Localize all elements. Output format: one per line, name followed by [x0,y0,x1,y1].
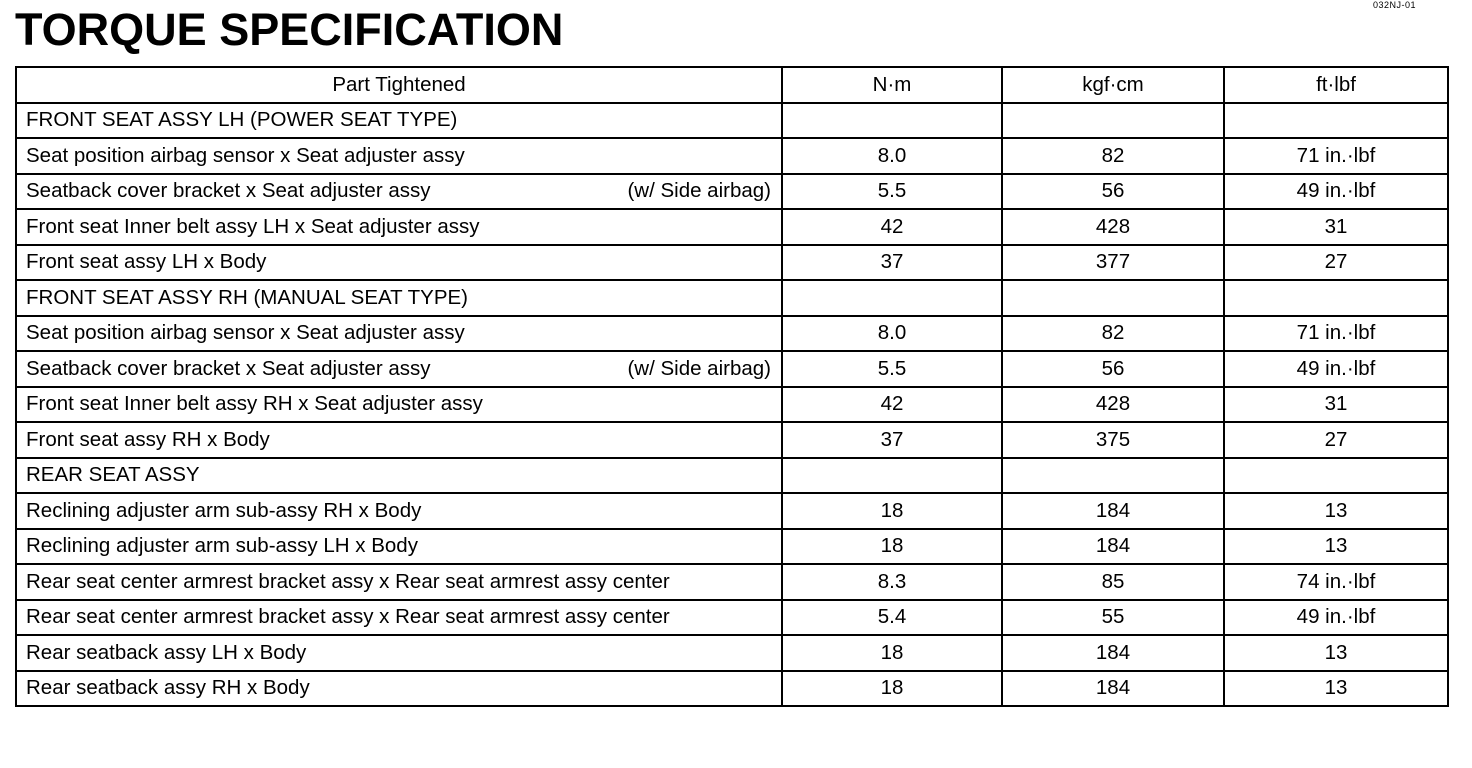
nm-cell: 8.0 [782,316,1002,352]
part-name: Reclining adjuster arm sub-assy LH x Body [26,534,418,558]
ft-lbf-cell: 27 [1224,245,1448,281]
kgf-cm-cell: 428 [1002,209,1224,245]
part-cell [16,671,782,707]
nm-cell: 37 [782,422,1002,458]
table-row [16,458,1448,494]
part-cell [16,316,782,352]
part-note: (w/ Side airbag) [627,179,771,203]
kgf-cm-cell: 184 [1002,529,1224,565]
nm-cell: 18 [782,635,1002,671]
document-code: 032NJ-01 [1373,0,1417,10]
torque-specification-table [15,66,1449,707]
ft-lbf-cell: 49 in.·lbf [1224,174,1448,210]
kgf-cm-cell [1002,103,1224,139]
nm-cell [782,103,1002,139]
kgf-cm-cell: 85 [1002,564,1224,600]
nm-cell: 42 [782,387,1002,423]
part-name: Front seat assy LH x Body [26,250,267,274]
table-row [16,387,1448,423]
part-cell [16,600,782,636]
part-cell [16,280,782,316]
ft-lbf-cell: 71 in.·lbf [1224,138,1448,174]
part-name: Rear seat center armrest bracket assy x Rear seat armrest assy center [26,605,670,629]
table-row [16,635,1448,671]
nm-cell [782,280,1002,316]
part-cell [16,564,782,600]
kgf-cm-cell: 82 [1002,316,1224,352]
table-header-row [16,67,1448,103]
part-cell [16,103,782,139]
kgf-cm-cell: 82 [1002,138,1224,174]
table-row [16,138,1448,174]
kgf-cm-cell: 377 [1002,245,1224,281]
ft-lbf-cell: 27 [1224,422,1448,458]
ft-lbf-cell [1224,458,1448,494]
ft-lbf-cell: 49 in.·lbf [1224,351,1448,387]
ft-lbf-cell [1224,280,1448,316]
part-cell [16,458,782,494]
nm-cell: 18 [782,671,1002,707]
kgf-cm-cell: 55 [1002,600,1224,636]
kgf-cm-cell: 56 [1002,351,1224,387]
part-cell [16,387,782,423]
part-cell [16,209,782,245]
nm-cell: 42 [782,209,1002,245]
table-row [16,174,1448,210]
part-name: FRONT SEAT ASSY LH (POWER SEAT TYPE) [26,108,458,132]
nm-cell: 18 [782,493,1002,529]
part-name: Front seat Inner belt assy RH x Seat adjuster assy [26,392,483,416]
part-cell [16,138,782,174]
part-name: Rear seatback assy RH x Body [26,676,310,700]
part-cell [16,493,782,529]
part-cell [16,635,782,671]
nm-cell [782,458,1002,494]
ft-lbf-cell: 13 [1224,529,1448,565]
part-name: Rear seat center armrest bracket assy x Rear seat armrest assy center [26,569,670,593]
nm-cell: 5.5 [782,351,1002,387]
part-cell [16,245,782,281]
nm-cell: 37 [782,245,1002,281]
part-name: Seat position airbag sensor x Seat adjuster assy [26,143,465,167]
part-name: FRONT SEAT ASSY RH (MANUAL SEAT TYPE) [26,285,469,309]
kgf-cm-cell: 56 [1002,174,1224,210]
ft-lbf-cell: 13 [1224,671,1448,707]
part-name: Seatback cover bracket x Seat adjuster assy [26,356,431,380]
part-name: Front seat Inner belt assy LH x Seat adjuster assy [26,214,480,238]
table-body [16,103,1448,707]
part-cell [16,174,782,210]
table-row [16,103,1448,139]
kgf-cm-cell: 375 [1002,422,1224,458]
table-row [16,280,1448,316]
part-note: (w/ Side airbag) [627,356,771,380]
table-row [16,564,1448,600]
kgf-cm-cell [1002,458,1224,494]
ft-lbf-cell: 74 in.·lbf [1224,564,1448,600]
kgf-cm-cell [1002,280,1224,316]
ft-lbf-cell [1224,103,1448,139]
kgf-cm-cell: 184 [1002,635,1224,671]
table-row [16,209,1448,245]
table-row [16,316,1448,352]
part-name: Seatback cover bracket x Seat adjuster assy [26,179,431,203]
ft-lbf-cell: 31 [1224,387,1448,423]
kgf-cm-cell: 184 [1002,671,1224,707]
column-header-nm: N·m [782,67,1002,103]
nm-cell: 8.3 [782,564,1002,600]
part-cell [16,351,782,387]
column-header-ft-lbf: ft·lbf [1224,67,1448,103]
ft-lbf-cell: 13 [1224,635,1448,671]
table-row [16,422,1448,458]
kgf-cm-cell: 184 [1002,493,1224,529]
nm-cell: 5.4 [782,600,1002,636]
table-row [16,351,1448,387]
part-name: Rear seatback assy LH x Body [26,640,307,664]
ft-lbf-cell: 71 in.·lbf [1224,316,1448,352]
ft-lbf-cell: 49 in.·lbf [1224,600,1448,636]
part-cell [16,529,782,565]
table-row [16,493,1448,529]
nm-cell: 8.0 [782,138,1002,174]
nm-cell: 5.5 [782,174,1002,210]
part-name: Front seat assy RH x Body [26,427,270,451]
part-name: REAR SEAT ASSY [26,463,200,487]
ft-lbf-cell: 13 [1224,493,1448,529]
kgf-cm-cell: 428 [1002,387,1224,423]
column-header-part: Part Tightened [16,67,782,103]
nm-cell: 18 [782,529,1002,565]
table-row [16,671,1448,707]
part-cell [16,422,782,458]
column-header-kgf-cm: kgf·cm [1002,67,1224,103]
page-title: TORQUE SPECIFICATION [15,4,564,55]
table-row [16,529,1448,565]
table-row [16,600,1448,636]
part-name: Seat position airbag sensor x Seat adjuster assy [26,321,465,345]
part-name: Reclining adjuster arm sub-assy RH x Body [26,498,422,522]
table-row [16,245,1448,281]
ft-lbf-cell: 31 [1224,209,1448,245]
